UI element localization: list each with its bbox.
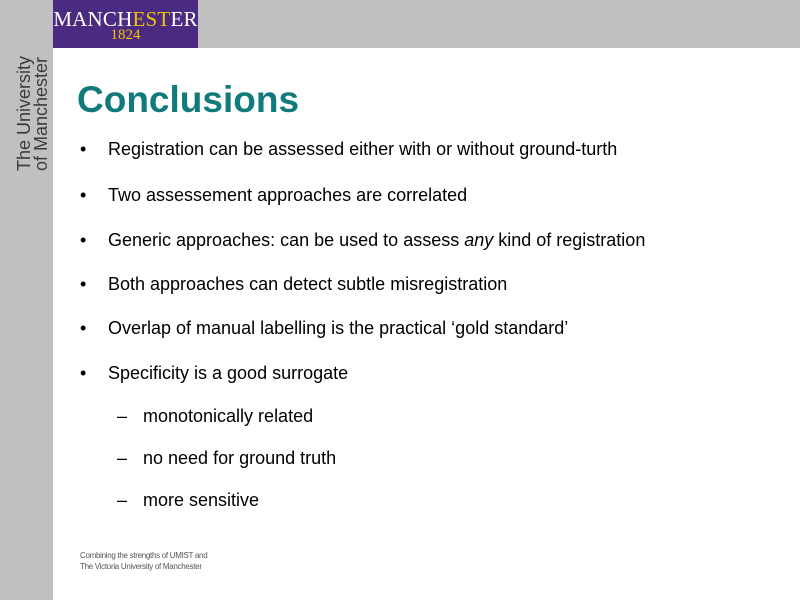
sub-bullet-text: more sensitive	[143, 490, 260, 510]
bullet-text: Registration can be assessed either with or without ground-turth	[108, 139, 618, 159]
bullet-marker: •	[80, 139, 87, 159]
bullet-text: Two assessement approaches are correlated	[108, 185, 468, 205]
vertical-university-wordmark	[16, 47, 52, 171]
bullet-marker: •	[80, 274, 87, 294]
sub-bullet-text: monotonically related	[143, 406, 314, 426]
bullet-text-part: kind of registration	[493, 230, 646, 250]
bullet-text: Both approaches can detect subtle misregistration	[108, 274, 508, 294]
logo-word-highlight: EST	[132, 7, 171, 31]
sub-bullet-item	[117, 447, 336, 469]
logo-word-part: MANCH	[53, 7, 133, 31]
wordmark-line-2: of Manchester	[31, 56, 51, 171]
logo-word-part: ER	[170, 7, 198, 31]
sub-bullet-item	[117, 405, 313, 427]
slide-footer	[80, 550, 207, 572]
university-logo	[53, 0, 198, 48]
bullet-text-emphasis: any	[464, 230, 494, 250]
sub-bullet-marker: –	[117, 406, 128, 426]
slide-title: Conclusions	[77, 79, 300, 120]
bullet-marker: •	[80, 185, 87, 205]
bullet-marker: •	[80, 318, 87, 338]
sub-bullet-marker: –	[117, 490, 128, 510]
bullet-marker: •	[80, 363, 87, 383]
logo-year: 1824	[110, 27, 141, 43]
bullet-text: Overlap of manual labelling is the practical ‘gold standard’	[108, 318, 569, 338]
wordmark-line-1: The University	[14, 55, 34, 171]
sub-bullet-marker: –	[117, 448, 128, 468]
bullet-text: Specificity is a good surrogate	[108, 363, 349, 383]
sub-bullet-text: no need for ground truth	[143, 448, 337, 468]
sub-bullet-item	[117, 489, 259, 511]
bullet-text-part: Generic approaches: can be used to assess	[108, 230, 465, 250]
bullet-text	[108, 229, 645, 251]
footer-line-1: Combining the strengths of UMIST and	[80, 551, 208, 560]
footer-line-2: The Victoria University of Manchester	[80, 562, 202, 571]
bullet-marker: •	[80, 230, 87, 250]
